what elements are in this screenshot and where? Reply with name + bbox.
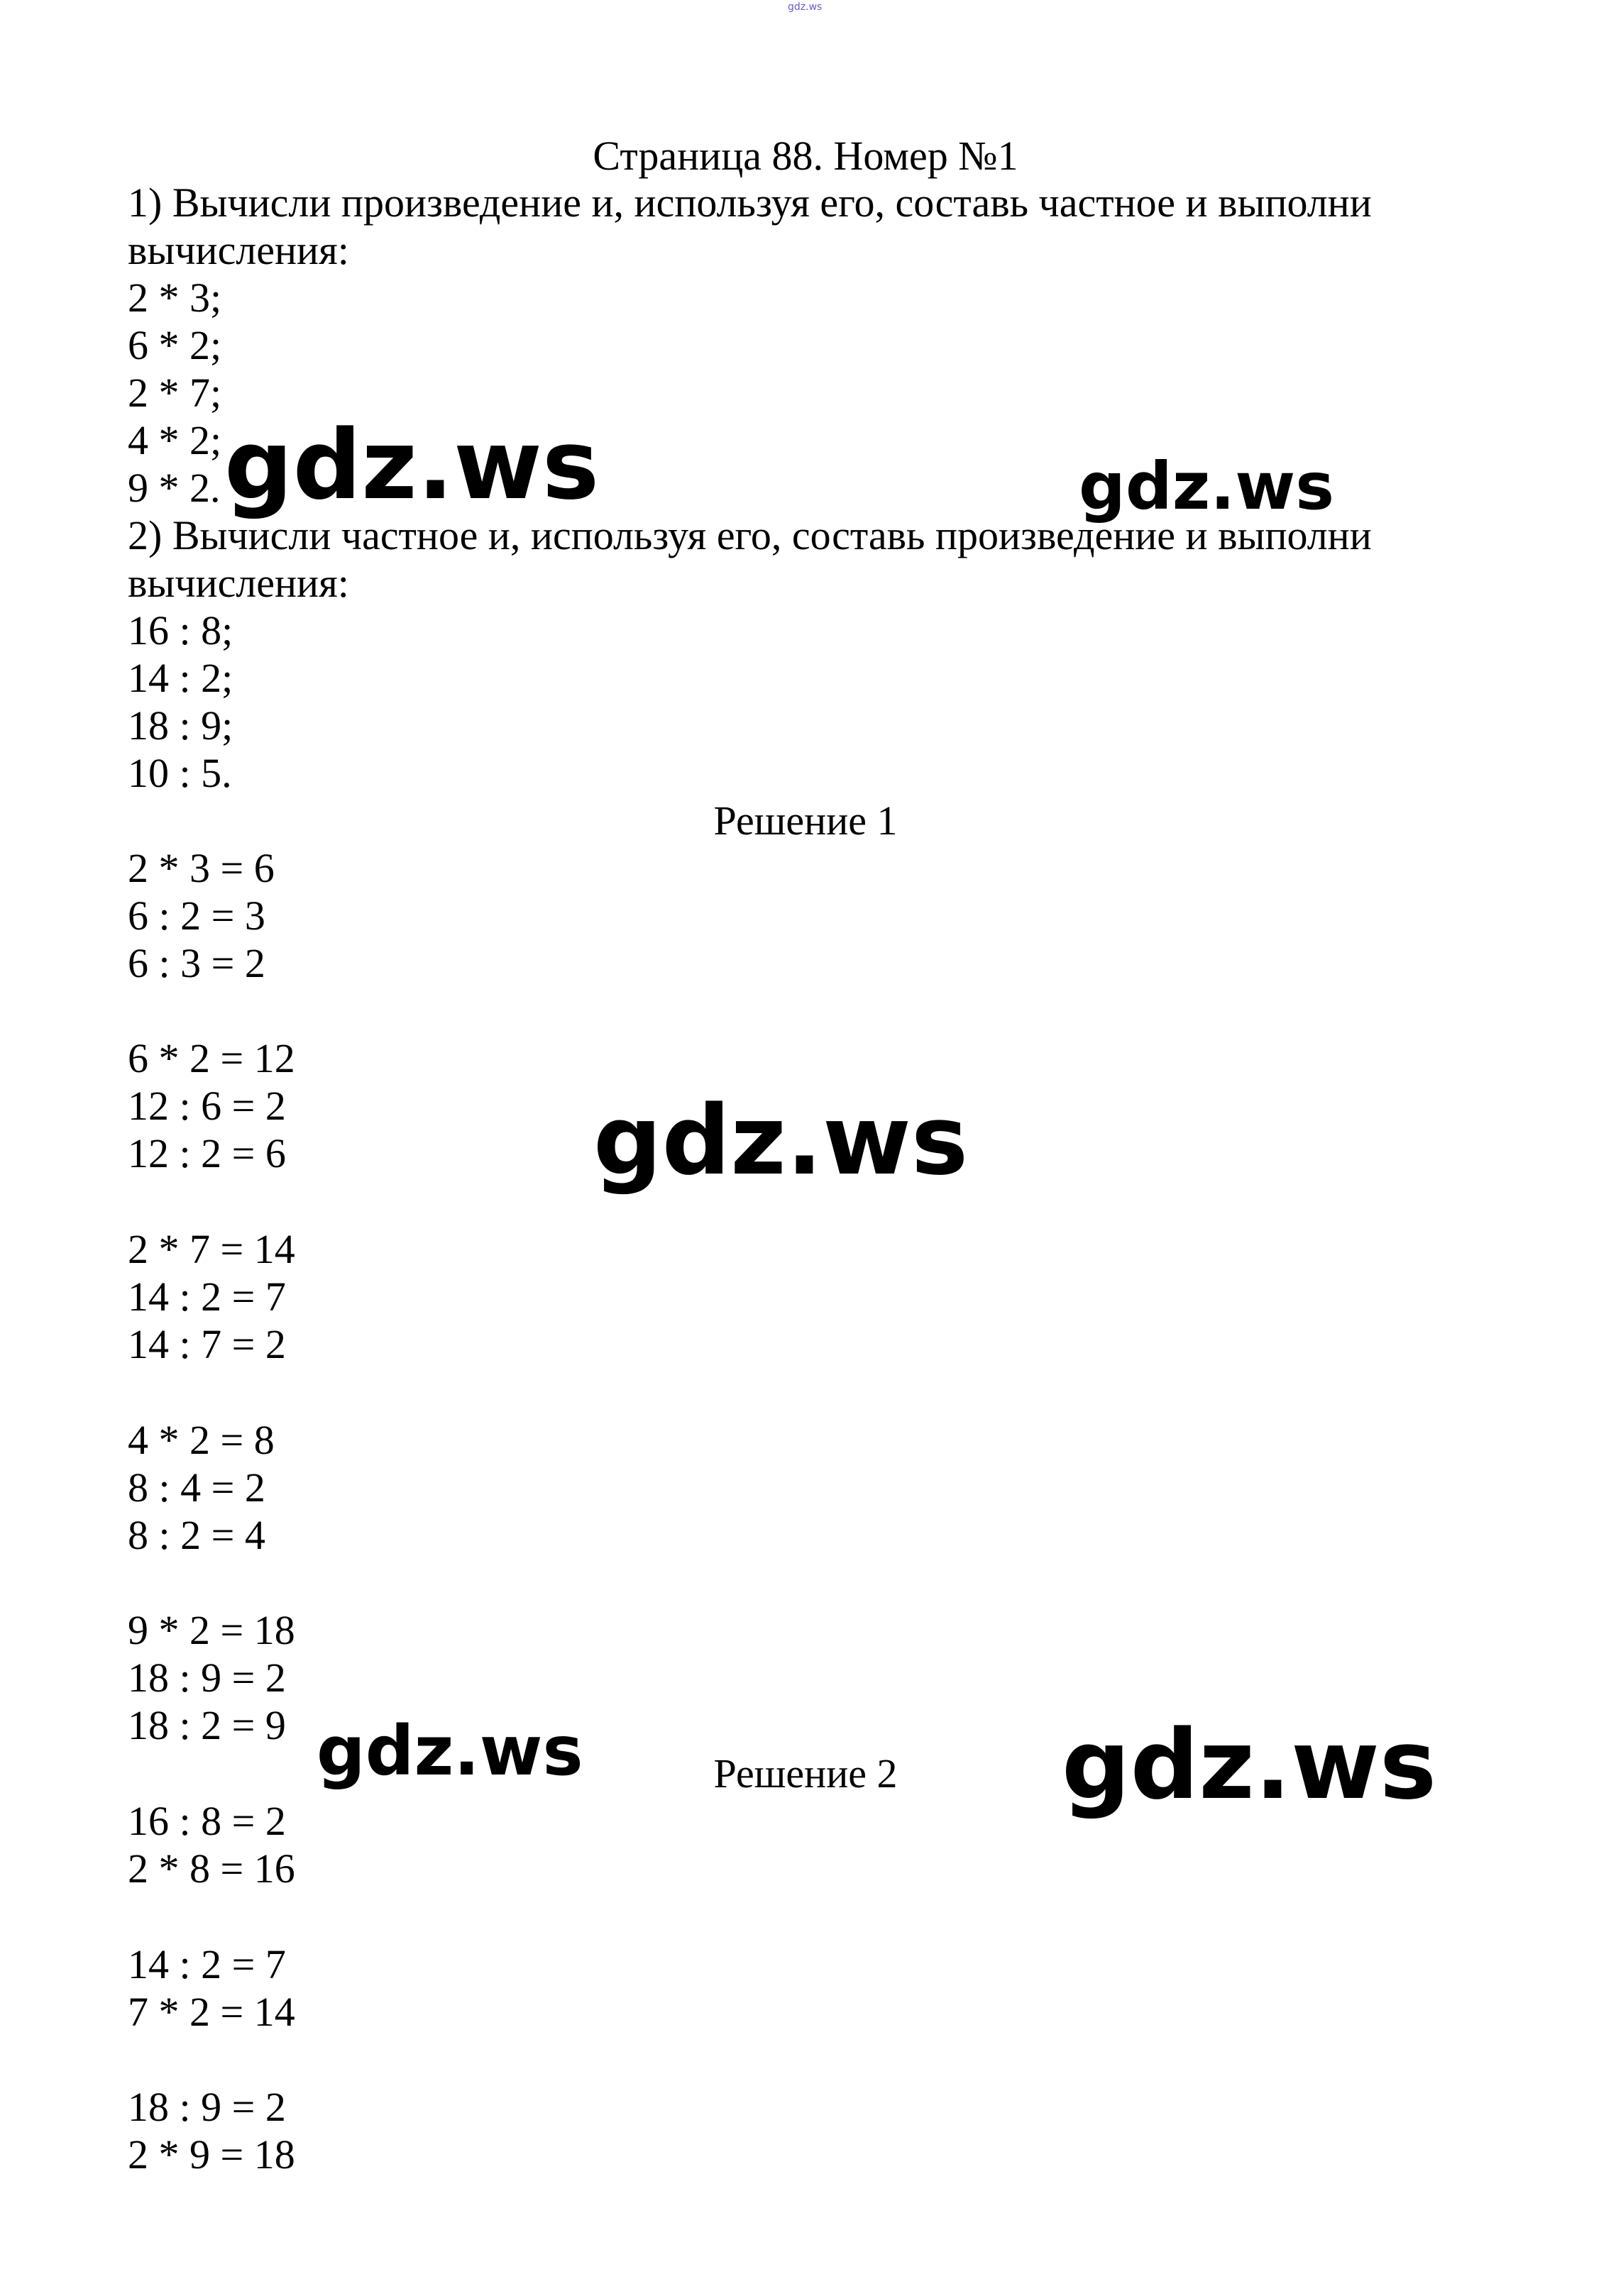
solution2-heading: Решение 2: [713, 1750, 898, 1796]
solution-line: 14 : 7 = 2: [128, 1321, 286, 1367]
solution-line: 9 * 2 = 18: [128, 1607, 295, 1653]
task-item: 6 * 2;: [128, 322, 222, 368]
solution-line: 7 * 2 = 14: [128, 1989, 295, 2035]
top-watermark: gdz.ws: [788, 1, 823, 13]
watermark: gdz.ws: [224, 409, 600, 521]
solution-line: 6 : 2 = 3: [128, 893, 265, 939]
solution-line: 8 : 2 = 4: [128, 1512, 265, 1558]
task-item: 4 * 2;: [128, 417, 222, 463]
solution-line: 2 * 7 = 14: [128, 1226, 295, 1272]
solution-line: 6 : 3 = 2: [128, 940, 265, 986]
task-item: 9 * 2.: [128, 465, 221, 511]
task-item: 16 : 8;: [128, 607, 233, 653]
task-part2-line2: вычисления:: [128, 560, 349, 606]
solution-line: 6 * 2 = 12: [128, 1035, 295, 1081]
solution1-heading: Решение 1: [713, 797, 898, 844]
task-item: 2 * 7;: [128, 370, 222, 416]
task-item: 18 : 9;: [128, 702, 233, 749]
task-item: 2 * 3;: [128, 275, 222, 321]
solution-line: 14 : 2 = 7: [128, 1941, 286, 1987]
solution-line: 18 : 9 = 2: [128, 1655, 286, 1701]
solution-line: 14 : 2 = 7: [128, 1274, 286, 1320]
watermark: gdz.ws: [593, 1085, 969, 1196]
task-part1-line2: вычисления:: [128, 227, 349, 273]
solution-line: 2 * 8 = 16: [128, 1845, 295, 1892]
watermark: gdz.ws: [1062, 1709, 1437, 1821]
solution-line: 16 : 8 = 2: [128, 1798, 286, 1844]
task-part1-line1: 1) Вычисли произведение и, используя его, составь частное и выполни: [128, 180, 1372, 226]
watermark: gdz.ws: [1079, 448, 1334, 524]
task-item: 14 : 2;: [128, 655, 233, 701]
solution-line: 4 * 2 = 8: [128, 1417, 275, 1463]
solution-line: 12 : 6 = 2: [128, 1083, 286, 1129]
watermark: gdz.ws: [317, 1711, 583, 1791]
page-title: Страница 88. Номер №1: [593, 133, 1018, 179]
solution-line: 8 : 4 = 2: [128, 1464, 265, 1511]
solution-line: 12 : 2 = 6: [128, 1130, 286, 1176]
solution-line: 18 : 9 = 2: [128, 2084, 286, 2130]
task-item: 10 : 5.: [128, 750, 232, 796]
task-part2-line1: 2) Вычисли частное и, используя его, составь произведение и выполни: [128, 512, 1372, 558]
solution-line: 18 : 2 = 9: [128, 1702, 286, 1748]
solution-line: 2 * 3 = 6: [128, 845, 275, 891]
solution-line: 2 * 9 = 18: [128, 2131, 295, 2178]
